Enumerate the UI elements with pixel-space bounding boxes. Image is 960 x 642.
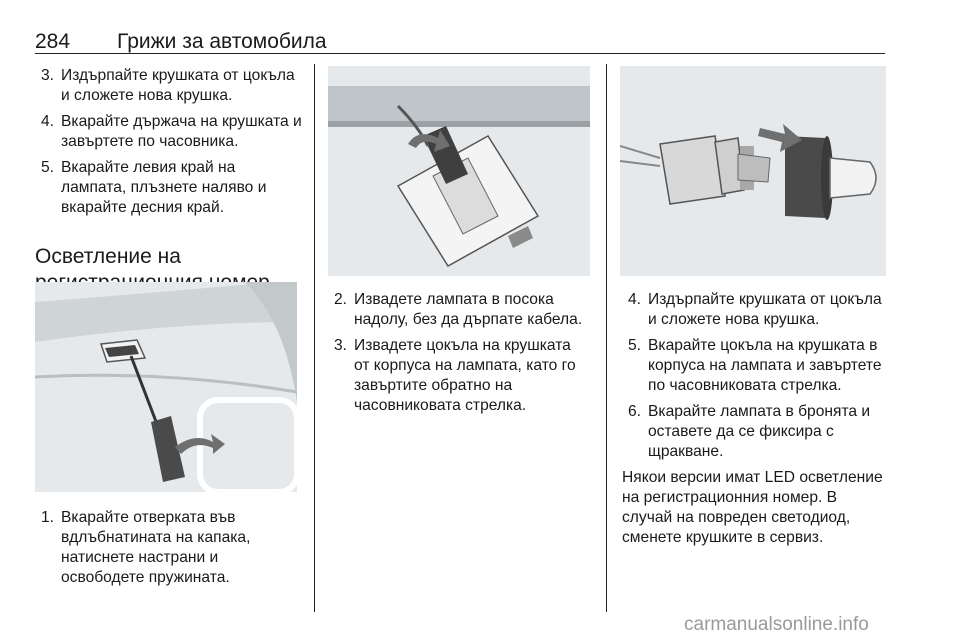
step-number: 5. bbox=[41, 159, 55, 176]
figure-lamp-removal-down bbox=[328, 66, 590, 276]
step-number: 3. bbox=[334, 337, 348, 354]
step-text: Вкарайте лампата в бронята и оставете да се фиксира с щракване. bbox=[648, 403, 871, 460]
figure-license-lamp-removal bbox=[35, 282, 297, 492]
step-text: Издърпайте крушката от цокъла и сложете нова крушка. bbox=[648, 291, 882, 328]
step-item bbox=[328, 290, 590, 330]
step-text: Вкарайте държача на крушката и завъртете по часовника. bbox=[61, 113, 302, 150]
step-item bbox=[328, 336, 590, 416]
section-heading: Осветление на bbox=[35, 245, 181, 268]
page-header bbox=[35, 24, 885, 54]
watermark: carmanualsonline.info bbox=[684, 614, 869, 635]
step-number: 6. bbox=[628, 403, 642, 420]
lamp-housing-illustration bbox=[328, 66, 590, 276]
column-1 bbox=[35, 66, 303, 306]
step-number: 1. bbox=[41, 509, 55, 526]
step-number: 2. bbox=[334, 291, 348, 308]
step-item bbox=[35, 112, 303, 152]
figure-bulb-replacement bbox=[620, 66, 886, 276]
step-item bbox=[622, 290, 888, 330]
step-item bbox=[35, 66, 303, 106]
led-note-paragraph: Някои версии имат LED осветление на регистрационния номер. В случай на повреден светодиод, сменете крушките в сервиз. bbox=[622, 469, 883, 546]
step-item bbox=[35, 158, 303, 218]
step-item bbox=[622, 336, 888, 396]
page-number: 284 bbox=[35, 30, 71, 53]
step-number: 4. bbox=[41, 113, 55, 130]
column-divider bbox=[314, 64, 315, 612]
column-divider bbox=[606, 64, 607, 612]
chapter-title: Грижи за автомобила bbox=[117, 30, 327, 53]
step-text: Извадете лампата в посока надолу, без да дърпате кабела. bbox=[354, 291, 583, 328]
step-item bbox=[35, 508, 303, 588]
column-1-lower bbox=[35, 508, 303, 594]
step-number: 5. bbox=[628, 337, 642, 354]
bulb-socket-illustration bbox=[620, 66, 886, 276]
step-text: Вкарайте цокъла на крушката в корпуса на лампата и завъртете по часовниковата стрелка. bbox=[648, 337, 882, 394]
column-3 bbox=[622, 290, 888, 548]
step-text: Извадете цокъла на крушката от корпуса на лампата, като го завъртите обратно на часовниковата стрелка. bbox=[354, 337, 576, 414]
step-text: Вкарайте отверката във вдлъбнатината на капака, натиснете настрани и освободете пружината. bbox=[61, 509, 251, 586]
column-2 bbox=[328, 290, 590, 422]
step-number: 3. bbox=[41, 67, 55, 84]
step-item bbox=[622, 402, 888, 462]
license-lamp-illustration bbox=[35, 282, 297, 492]
step-number: 4. bbox=[628, 291, 642, 308]
step-text: Вкарайте левия край на лампата, плъзнете наляво и вкарайте десния край. bbox=[61, 159, 267, 216]
step-text: Издърпайте крушката от цокъла и сложете нова крушка. bbox=[61, 67, 295, 104]
